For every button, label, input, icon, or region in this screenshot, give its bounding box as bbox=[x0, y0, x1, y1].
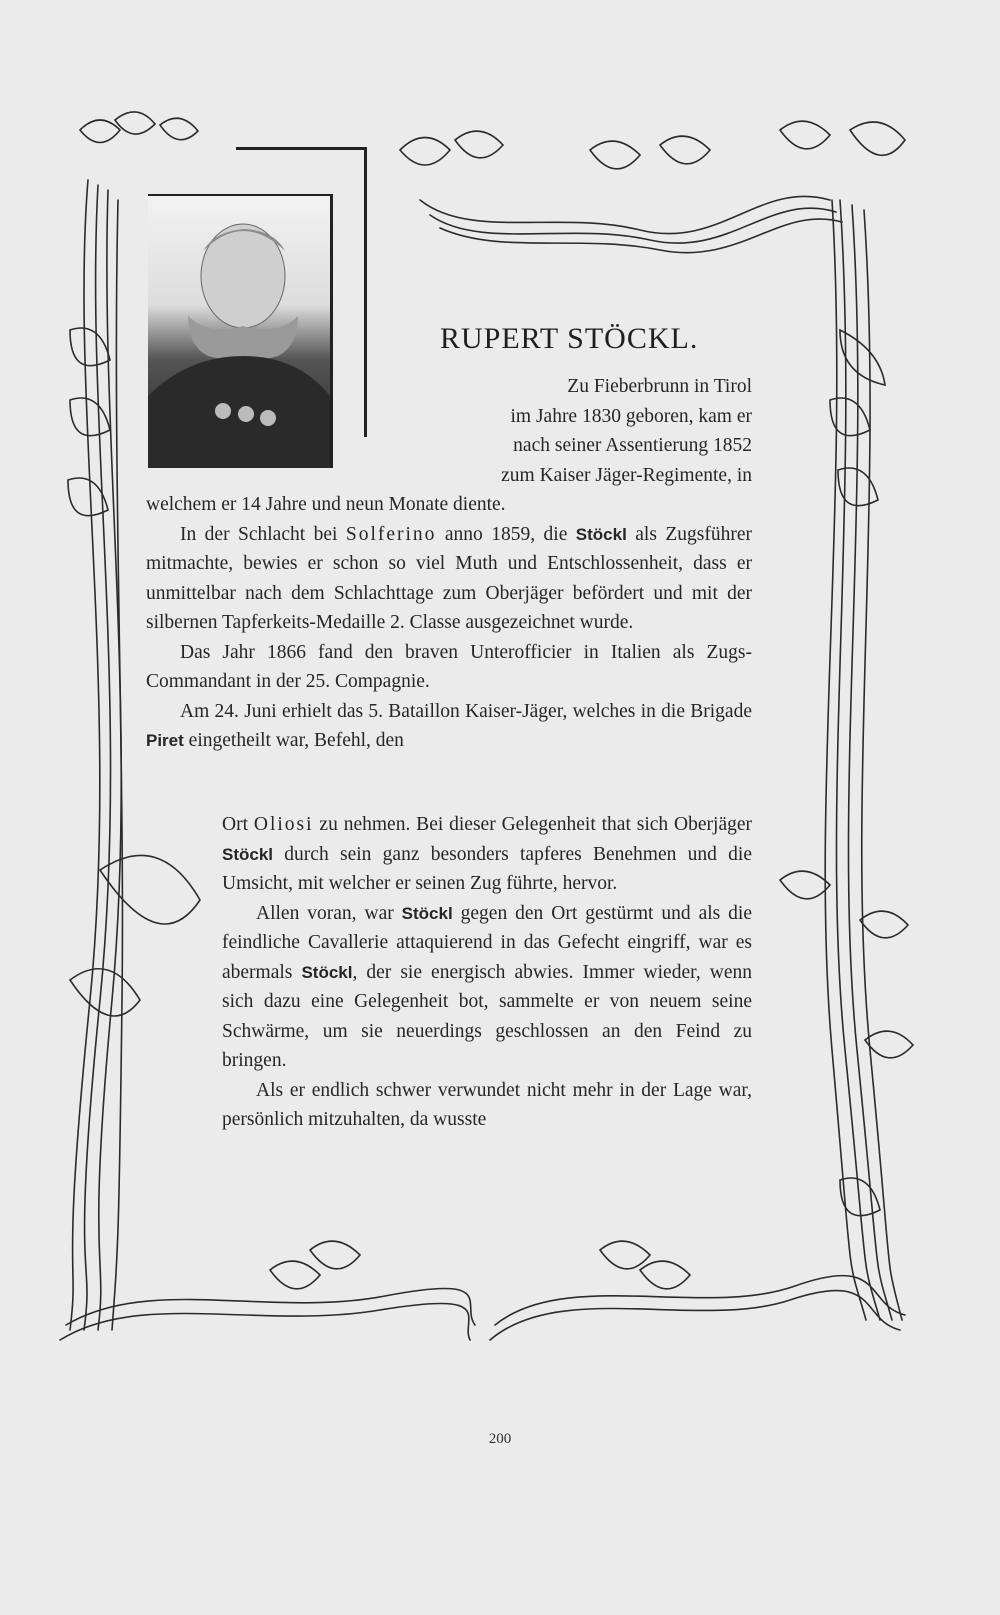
paragraph-1-wrapped bbox=[390, 372, 752, 490]
text-span: In der Schlacht bei bbox=[180, 523, 346, 545]
paragraph-3: Das Jahr 1866 fand den braven Unterofficier in Italien als Zugs-Commandant in der 25. Compagnie. bbox=[146, 641, 752, 692]
paragraph-7: Als er endlich schwer verwundet nicht mehr in der Lage war, persönlich mitzuhalten, da wusste bbox=[222, 1079, 752, 1130]
page-number: 200 bbox=[488, 1431, 512, 1447]
place-name: Oliosi bbox=[253, 814, 314, 835]
person-name: Stöckl bbox=[301, 962, 353, 982]
photo-frame-rule-right bbox=[364, 147, 367, 437]
text-column-lower bbox=[222, 810, 752, 1135]
text-span: eingetheilt war, Befehl, den bbox=[183, 730, 404, 751]
text-line: welchem er 14 Jahre und neun Monate diente. bbox=[146, 494, 506, 515]
text-span: zu nehmen. Bei dieser Gelegenheit that sich Oberjäger bbox=[313, 814, 752, 835]
text-span: durch sein ganz besonders tapferes Benehmen und die Umsicht, mit welcher er seinen Zug führte, hervor. bbox=[222, 843, 752, 894]
text-line: Zu Fieberbrunn in Tirol bbox=[567, 376, 752, 397]
text-span: anno 1859, die bbox=[436, 523, 576, 545]
place-name: Solferino bbox=[345, 523, 437, 545]
text-span: Ort bbox=[222, 814, 254, 835]
paragraph-6 bbox=[222, 899, 752, 1076]
text-span: , der sie energisch abwies. Immer wieder, wenn sich dazu eine Gelegenheit bot, sammelte er von neuem seine Schwärme, um sie neuerdings geschlossen an den Feind zu bringen. bbox=[222, 961, 752, 1071]
page-title: RUPERT STÖCKL. bbox=[440, 322, 699, 355]
person-name: Stöckl bbox=[575, 524, 627, 544]
text-span: Allen voran, war bbox=[256, 902, 402, 924]
text-line: im Jahre 1830 geboren, kam er bbox=[510, 405, 752, 427]
portrait-photo bbox=[148, 194, 333, 468]
portrait-figure bbox=[148, 196, 330, 468]
paragraph-2 bbox=[146, 520, 752, 638]
paragraph-4 bbox=[146, 697, 752, 756]
text-span: Am 24. Juni erhielt das 5. Bataillon Kaiser-Jäger, welches in die Brigade bbox=[180, 700, 752, 722]
text-line: zum Kaiser Jäger-Regimente, in bbox=[501, 464, 752, 486]
person-name: Piret bbox=[146, 731, 184, 750]
photo-frame-rule-top bbox=[236, 147, 366, 150]
text-line: nach seiner Assentierung 1852 bbox=[513, 435, 752, 456]
text-span: gegen den Ort gestürmt und als die feindliche Cavallerie attaquierend in das Gefecht eingriff, war es abermals bbox=[222, 902, 753, 983]
text-span: als Zugsführer mitmachte, bewies er schon so viel Muth und Entschlossenheit, dass er unmittelbar nach dem Schlachttage zum Oberjäger befördert und mit der silbernen Tapferkeits-Medaille 2. Classe ausgezeichnet wurde. bbox=[146, 523, 752, 633]
person-name: Stöckl bbox=[401, 903, 453, 923]
person-name: Stöckl bbox=[222, 844, 274, 864]
text-column-upper bbox=[146, 490, 752, 756]
paragraph-5 bbox=[222, 810, 752, 899]
